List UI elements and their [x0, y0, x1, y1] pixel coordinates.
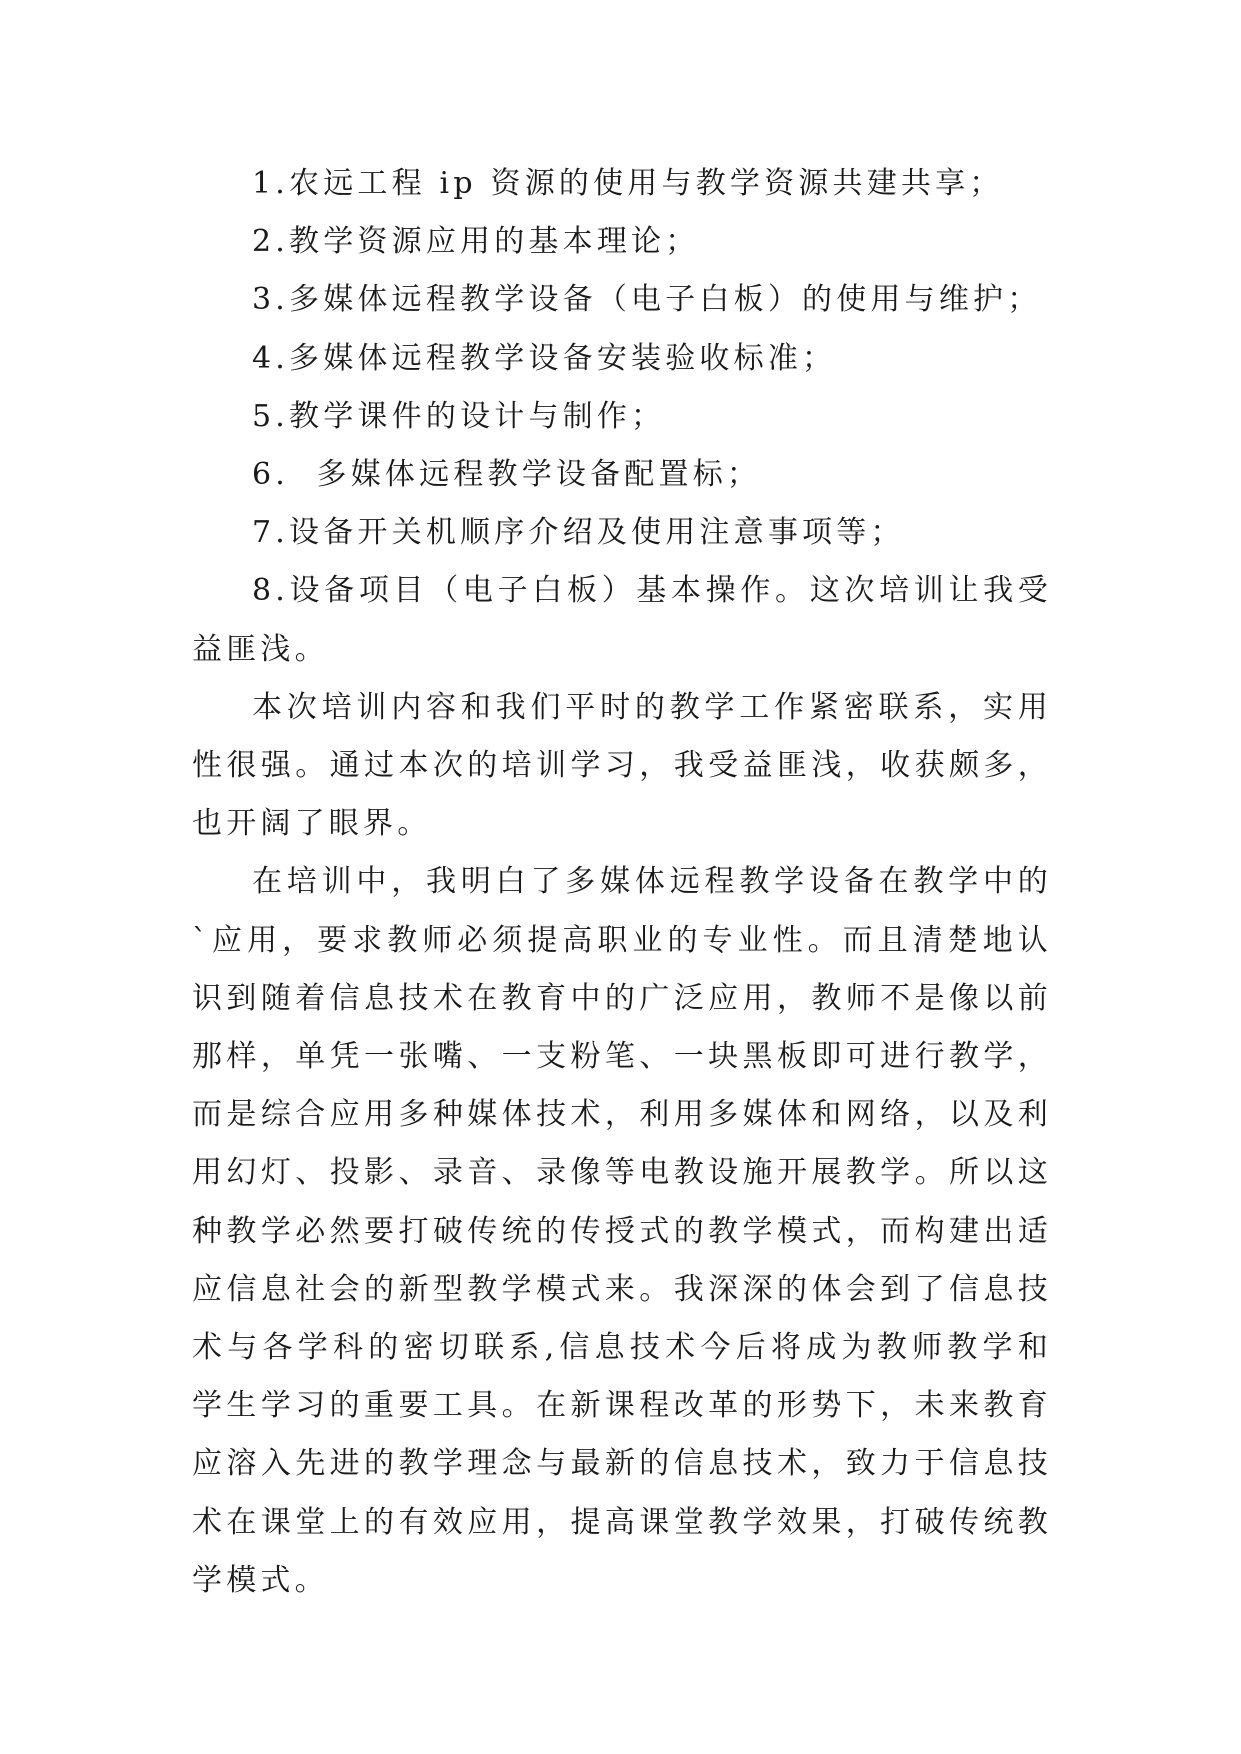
- document-body: [192, 155, 1052, 1610]
- paragraph-training-reflection: 在培训中，我明白了多媒体远程教学设备在教学中的`应用，要求教师必须提高职业的专业性。而且清楚地认识到随着信息技术在教育中的广泛应用，教师不是像以前那样，单凭一张嘴、一支粉笔、一块黑板即可进行教学，而是综合应用多种媒体技术，利用多媒体和网络，以及利用幻灯、投影、录音、录像等电教设施开展教学。所以这种教学必然要打破传统的传授式的教学模式，而构建出适应信息社会的新型教学模式来。我深深的体会到了信息技术与各学科的密切联系,信息技术今后将成为教师教学和学生学习的重要工具。在新课程改革的形势下，未来教育应溶入先进的教学理念与最新的信息技术，致力于信息技术在课堂上的有效应用，提高课堂教学效果，打破传统教学模式。: [192, 864, 1052, 1598]
- paragraph-training-content: 本次培训内容和我们平时的教学工作紧密联系，实用性很强。通过本次的培训学习，我受益匪浅，收获颇多，也开阔了眼界。: [192, 689, 1052, 842]
- list-item-7: 7.设备开关机顺序介绍及使用注意事项等；: [252, 515, 905, 551]
- list-item-2: 2.教学资源应用的基本理论；: [252, 224, 700, 260]
- list-item-1: 1.农远工程 ip 资源的使用与教学资源共建共享；: [252, 166, 1004, 201]
- list-item-5: 5.教学课件的设计与制作；: [252, 398, 666, 434]
- list-item-4: 4.多媒体远程教学设备安装验收标准；: [252, 340, 837, 376]
- list-item-8: 8.设备项目（电子白板）基本操作。这次培训让我受益匪浅。: [192, 573, 1052, 667]
- list-item-6: 6. 多媒体远程教学设备配置标；: [252, 457, 762, 493]
- list-item-3: 3.多媒体远程教学设备（电子白板）的使用与维护；: [252, 282, 1042, 318]
